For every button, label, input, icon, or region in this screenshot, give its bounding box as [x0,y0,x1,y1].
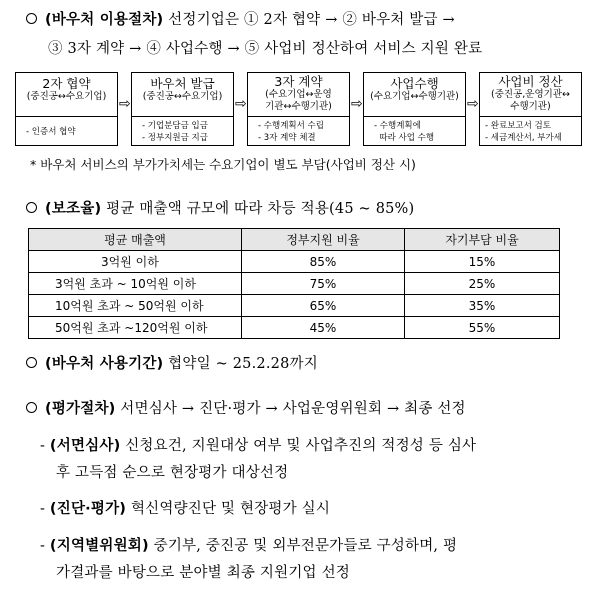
circle-bullet-icon [26,13,37,24]
table-cell: 75% [242,273,405,295]
process-step-2 [131,72,234,146]
vat-note: * 바우처 서비스의 부가가치세는 수요기업이 별도 부담(사업비 정산 시) [30,157,416,172]
subsidy-table [28,228,560,339]
voucher-process-line1 [26,8,455,29]
evaluation-item-label: (지역별위원회) [49,538,149,554]
process-step-4 [363,72,466,146]
step-bullet: - 완료보고서 검토 [485,121,551,131]
evaluation-item-text: 신청요건, 지원대상 여부 및 사업추진의 적정성 등 심사 [125,438,477,454]
table-cell: 15% [405,251,560,273]
table-header: 평균 매출액 [29,229,242,251]
right-arrow-icon: ⇨ [351,96,363,112]
evaluation-item-1-cont: 후 고득점 순으로 현장평가 대상선정 [56,465,289,481]
subsidy-text: 평균 매출액 규모에 따라 차등 적용(45 ~ 85%) [106,201,415,217]
step-sub: (중진공,운영기관↔ [491,89,570,100]
step-title: 사업비 정산 [498,74,563,89]
table-cell: 65% [242,295,405,317]
circle-bullet-icon [26,357,37,368]
evaluation-item-1: - (서면심사) 신청요건, 지원대상 여부 및 사업추진의 적정성 등 심사 [40,438,477,454]
evaluation-item-text: 혁신역량진단 및 현장평가 실시 [130,501,331,517]
voucher-process-heading: (바우처 이용절차) [45,12,164,28]
table-row [29,317,560,339]
step-sub: (수요기업↔운영 [265,89,332,100]
evaluation-item-3-cont: 가결과를 바탕으로 분야별 최종 지원기업 선정 [56,565,350,581]
usage-period-heading: (바우처 사용기간) [45,356,164,372]
table-row [29,251,560,273]
evaluation-item-label: (서면심사) [49,438,121,454]
evaluation-item-text: 중기부, 중진공 및 외부전문가들로 구성하며, 평 [153,538,458,554]
step-title: 사업수행 [390,76,439,91]
table-cell: 85% [242,251,405,273]
process-step-1 [15,72,118,146]
step-sub: 기관↔수행기관) [265,101,332,112]
evaluation-item-2: - (진단·평가) 혁신역량진단 및 현장평가 실시 [40,501,331,517]
subsidy-line [26,197,414,218]
table-row [29,295,560,317]
step-title: 3자 계약 [274,74,323,89]
evaluation-line [26,397,466,418]
right-arrow-icon: ⇨ [467,96,479,112]
step-bullet: - 정부지원금 지급 [142,133,208,143]
usage-period-text: 협약일 ~ 25.2.28까지 [168,356,318,372]
step-bullet: - 세금계산서, 부가세 [485,133,562,143]
table-cell: 45% [242,317,405,339]
evaluation-item-label: (진단·평가) [49,501,127,517]
step-title: 2자 협약 [42,76,91,91]
step-sub: (중진공↔수요기업) [142,91,223,102]
subsidy-heading: (보조율) [45,201,102,217]
step-bullet: - 기업분담금 입금 [142,121,208,131]
table-header: 정부지원 비율 [242,229,405,251]
evaluation-item-3: - (지역별위원회) 중기부, 중진공 및 외부전문가들로 구성하며, 평 [40,538,458,554]
step-sub: (중진공↔수요기업) [26,91,107,102]
voucher-process-text1: 선정기업은 ① 2자 협약 → ② 바우처 발급 → [168,12,455,28]
table-header: 자기부담 비율 [405,229,560,251]
right-arrow-icon: ⇨ [119,96,131,112]
circle-bullet-icon [26,202,37,213]
step-bullet: - 수행계획서 수립 [258,121,324,131]
step-bullet: 따라 사업 수행 [374,133,435,143]
table-cell: 35% [405,295,560,317]
step-title: 바우처 발급 [150,76,215,91]
evaluation-heading: (평가절차) [45,401,116,417]
step-bullet: - 수행계획에 [374,121,421,131]
table-header-row [29,229,560,251]
table-row [29,273,560,295]
step-sub: 수행기관) [510,101,551,112]
table-cell: 55% [405,317,560,339]
process-step-3 [247,72,350,146]
voucher-process-text2: ③ 3자 계약 → ④ 사업수행 → ⑤ 사업비 정산하여 서비스 지원 완료 [48,41,483,57]
table-cell: 3억원 초과 ~ 10억원 이하 [29,273,242,295]
table-cell: 10억원 초과 ~ 50억원 이하 [29,295,242,317]
evaluation-text: 서면심사 → 진단·평가 → 사업운영위원회 → 최종 선정 [120,401,466,417]
table-cell: 50억원 초과 ~120억원 이하 [29,317,242,339]
usage-period-line [26,352,318,373]
step-sub: (수요기업↔수행기관) [370,91,459,102]
process-step-5 [479,72,582,146]
step-bullet: - 3자 계약 체결 [258,133,316,143]
right-arrow-icon: ⇨ [235,96,247,112]
step-bullet: - 인증서 협약 [26,127,76,137]
table-cell: 3억원 이하 [29,251,242,273]
circle-bullet-icon [26,402,37,413]
table-cell: 25% [405,273,560,295]
